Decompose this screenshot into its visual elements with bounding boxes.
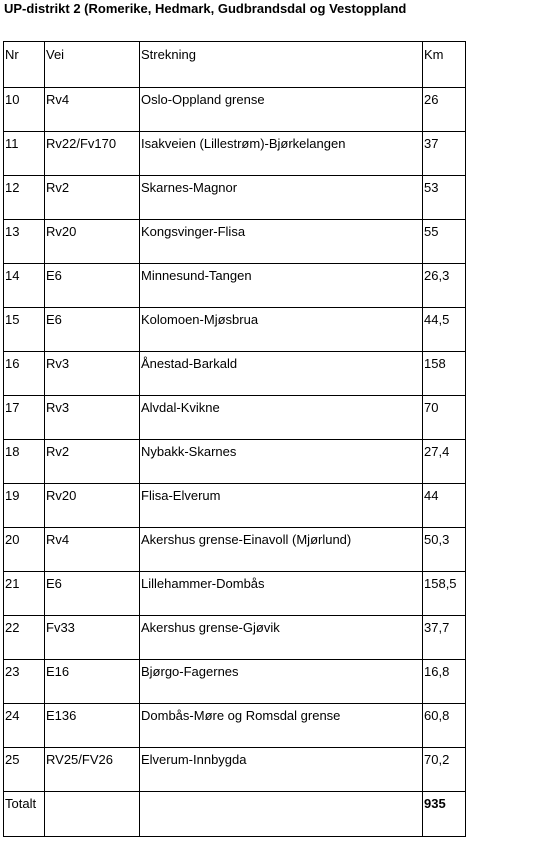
table-row [4, 264, 466, 308]
cell-strekning: Oslo-Oppland grense [140, 88, 423, 132]
total-label: Totalt [4, 792, 45, 837]
cell-nr: 11 [4, 132, 45, 176]
cell-strekning: Alvdal-Kvikne [140, 396, 423, 440]
cell-strekning: Minnesund-Tangen [140, 264, 423, 308]
road-table [3, 41, 466, 837]
cell-strekning: Akershus grense-Gjøvik [140, 616, 423, 660]
cell-km: 26 [423, 88, 466, 132]
table-row [4, 748, 466, 792]
cell-vei: E6 [45, 308, 140, 352]
cell-km: 44,5 [423, 308, 466, 352]
cell-vei: E6 [45, 572, 140, 616]
cell-nr: 14 [4, 264, 45, 308]
cell-nr: 12 [4, 176, 45, 220]
cell-km: 27,4 [423, 440, 466, 484]
cell-nr: 21 [4, 572, 45, 616]
cell-km: 50,3 [423, 528, 466, 572]
cell-km: 55 [423, 220, 466, 264]
cell-strekning: Dombås-Møre og Romsdal grense [140, 704, 423, 748]
cell-nr: 25 [4, 748, 45, 792]
cell-vei: RV25/FV26 [45, 748, 140, 792]
cell-strekning: Skarnes-Magnor [140, 176, 423, 220]
cell-nr: 20 [4, 528, 45, 572]
table-row [4, 308, 466, 352]
total-strekning [140, 792, 423, 837]
document-title: UP-distrikt 2 (Romerike, Hedmark, Gudbrandsdal og Vestoppland [4, 1, 407, 16]
cell-nr: 17 [4, 396, 45, 440]
cell-strekning: Bjørgo-Fagernes [140, 660, 423, 704]
cell-vei: E136 [45, 704, 140, 748]
cell-km: 158 [423, 352, 466, 396]
cell-nr: 24 [4, 704, 45, 748]
cell-strekning: Akershus grense-Einavoll (Mjørlund) [140, 528, 423, 572]
table-total-row [4, 792, 466, 837]
cell-vei: Rv20 [45, 484, 140, 528]
cell-vei: Rv2 [45, 440, 140, 484]
cell-strekning: Flisa-Elverum [140, 484, 423, 528]
cell-vei: E16 [45, 660, 140, 704]
cell-strekning: Elverum-Innbygda [140, 748, 423, 792]
cell-km: 53 [423, 176, 466, 220]
cell-strekning: Nybakk-Skarnes [140, 440, 423, 484]
table-header-row [4, 42, 466, 88]
table-row [4, 220, 466, 264]
table-row [4, 704, 466, 748]
cell-km: 70,2 [423, 748, 466, 792]
header-vei: Vei [45, 42, 140, 88]
cell-km: 44 [423, 484, 466, 528]
table-row [4, 660, 466, 704]
table-row [4, 88, 466, 132]
cell-vei: Rv4 [45, 88, 140, 132]
cell-km: 37 [423, 132, 466, 176]
cell-nr: 13 [4, 220, 45, 264]
cell-strekning: Isakveien (Lillestrøm)-Bjørkelangen [140, 132, 423, 176]
cell-strekning: Ånestad-Barkald [140, 352, 423, 396]
cell-vei: Rv2 [45, 176, 140, 220]
table-row [4, 396, 466, 440]
road-table-body [4, 42, 466, 837]
cell-vei: Rv20 [45, 220, 140, 264]
cell-km: 60,8 [423, 704, 466, 748]
cell-km: 70 [423, 396, 466, 440]
cell-nr: 10 [4, 88, 45, 132]
cell-km: 37,7 [423, 616, 466, 660]
cell-vei: Rv4 [45, 528, 140, 572]
total-vei [45, 792, 140, 837]
table-row [4, 176, 466, 220]
header-strekning: Strekning [140, 42, 423, 88]
cell-vei: Rv22/Fv170 [45, 132, 140, 176]
cell-nr: 16 [4, 352, 45, 396]
cell-nr: 19 [4, 484, 45, 528]
table-row [4, 528, 466, 572]
total-km: 935 [423, 792, 466, 837]
cell-nr: 23 [4, 660, 45, 704]
table-row [4, 132, 466, 176]
cell-km: 26,3 [423, 264, 466, 308]
table-row [4, 484, 466, 528]
cell-vei: Rv3 [45, 352, 140, 396]
cell-nr: 22 [4, 616, 45, 660]
header-nr: Nr [4, 42, 45, 88]
table-row [4, 352, 466, 396]
cell-nr: 15 [4, 308, 45, 352]
cell-km: 16,8 [423, 660, 466, 704]
header-km: Km [423, 42, 466, 88]
cell-km: 158,5 [423, 572, 466, 616]
table-row [4, 616, 466, 660]
cell-strekning: Lillehammer-Dombås [140, 572, 423, 616]
cell-strekning: Kolomoen-Mjøsbrua [140, 308, 423, 352]
cell-vei: Fv33 [45, 616, 140, 660]
table-row [4, 440, 466, 484]
cell-vei: E6 [45, 264, 140, 308]
cell-strekning: Kongsvinger-Flisa [140, 220, 423, 264]
cell-nr: 18 [4, 440, 45, 484]
cell-vei: Rv3 [45, 396, 140, 440]
table-row [4, 572, 466, 616]
